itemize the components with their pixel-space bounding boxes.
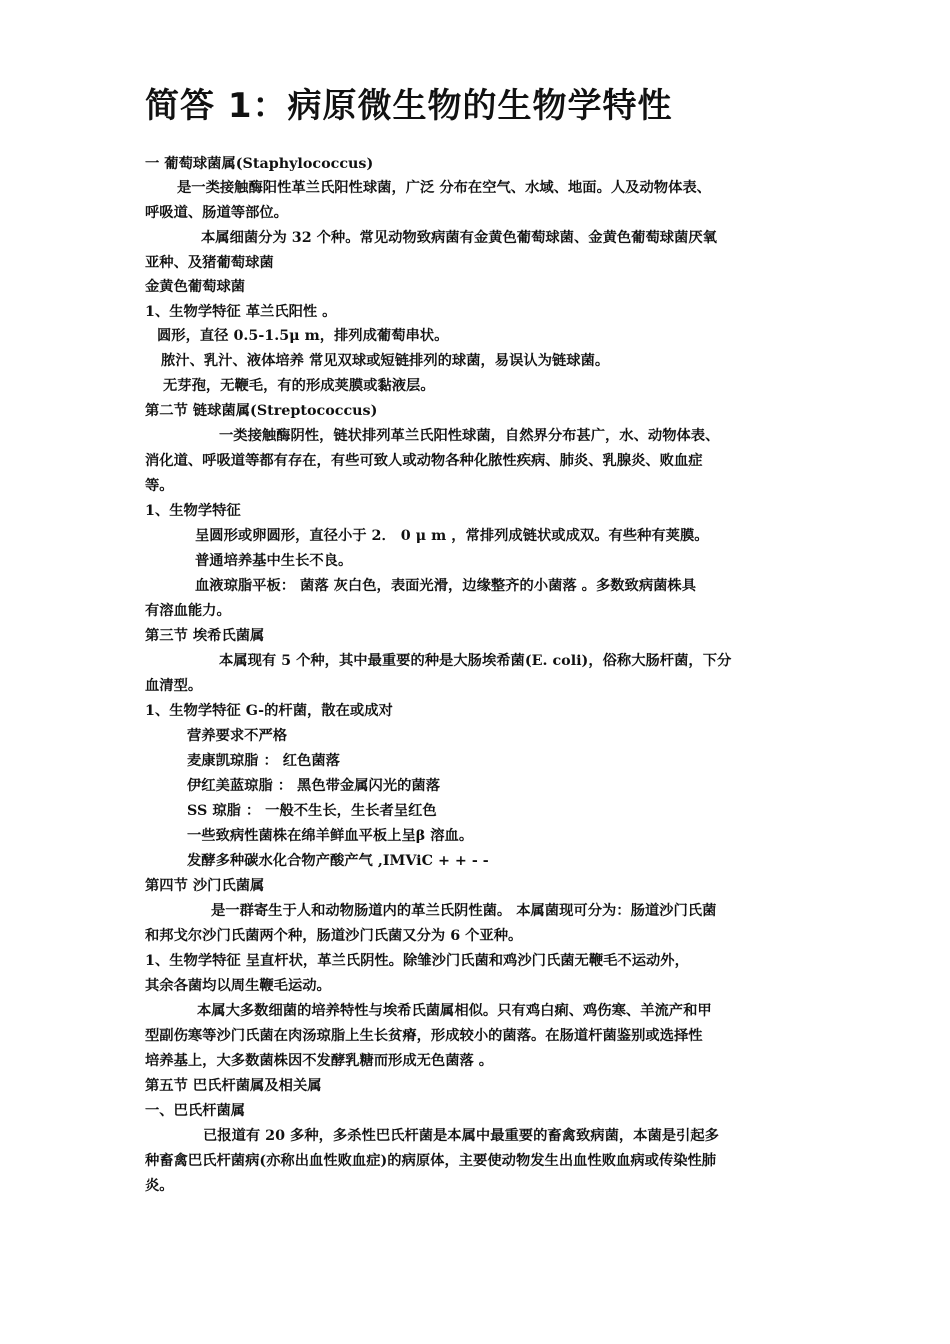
paragraph-line: 普通培养基中生长不良。 <box>195 553 353 569</box>
paragraph-line: 本属大多数细菌的培养特性与埃希氏菌属相似。只有鸡白痢、鸡伤寒、羊流产和甲 <box>197 1003 712 1019</box>
paragraph-line: 炎。 <box>145 1178 174 1194</box>
paragraph-line: 血清型。 <box>145 678 203 694</box>
paragraph-line: 种畜禽巴氏杆菌病(亦称出血性败血症)的病原体，主要使动物发生出血性败血病或传染性肺 <box>145 1153 717 1169</box>
subsection-heading: 1、生物学特征 革兰氏阳性 。 <box>145 304 337 320</box>
paragraph-line: 一类接触酶阴性，链状排列革兰氏阳性球菌，自然界分布甚广，水、动物体表、 <box>219 428 720 444</box>
paragraph-line: 发酵多种碳水化合物产酸产气 ,IMViC + + - - <box>187 853 489 869</box>
subsection-heading: 一、巴氏杆菌属 <box>145 1103 246 1119</box>
paragraph-line: 圆形，直径 0.5-1.5μ m，排列成葡萄串状。 <box>157 328 449 344</box>
paragraph-line: 呼吸道、肠道等部位。 <box>145 205 288 221</box>
paragraph-line: 血液琼脂平板： 菌落 灰白色，表面光滑，边缘整齐的小菌落 。多数致病菌株具 <box>195 578 697 594</box>
paragraph-line: 无芽孢，无鞭毛，有的形成荚膜或黏液层。 <box>163 378 435 394</box>
paragraph-line: 消化道、呼吸道等都有存在，有些可致人或动物各种化脓性疾病、肺炎、乳腺炎、败血症 <box>145 453 703 469</box>
subsection-heading: 1、生物学特征 呈直杆状，革兰氏阴性。除雏沙门氏菌和鸡沙门氏菌无鞭毛不运动外， <box>145 953 689 969</box>
subsection-heading: 金黄色葡萄球菌 <box>145 279 246 295</box>
paragraph-line: 培养基上，大多数菌株因不发酵乳糖而形成无色菌落 。 <box>145 1053 494 1069</box>
paragraph-line: 一些致病性菌株在绵羊鲜血平板上呈β 溶血。 <box>187 828 474 844</box>
paragraph-line: 呈圆形或卵圆形，直径小于 2． 0 μ m ，常排列成链状或成双。有些种有荚膜。 <box>195 528 709 544</box>
paragraph-line: 是一群寄生于人和动物肠道内的革兰氏阴性菌。 本属菌现可分为：肠道沙门氏菌 <box>211 903 717 919</box>
paragraph-line: 等。 <box>145 478 174 494</box>
subsection-heading: 1、生物学特征 <box>145 503 241 519</box>
section-heading: 第四节 沙门氏菌属 <box>145 878 265 894</box>
paragraph-line: 脓汁、乳汁、液体培养 常见双球或短链排列的球菌，易误认为链球菌。 <box>161 353 610 369</box>
section-heading: 第二节 链球菌属(Streptococcus) <box>145 403 378 419</box>
paragraph-line: 麦康凯琼脂 ： 红色菌落 <box>187 753 340 769</box>
paragraph-line: 有溶血能力。 <box>145 603 231 619</box>
paragraph-line: 本属细菌分为 32 个种。常见动物致病菌有金黄色葡萄球菌、金黄色葡萄球菌厌氧 <box>201 230 717 246</box>
page-title: 简答 1：病原微生物的生物学特性 <box>145 86 673 126</box>
paragraph-line: 和邦戈尔沙门氏菌两个种，肠道沙门氏菌又分为 6 个亚种。 <box>145 928 523 944</box>
paragraph-line: 亚种、及猪葡萄球菌 <box>145 255 274 271</box>
paragraph-line: SS 琼脂 ： 一般不生长，生长者呈红色 <box>187 803 437 819</box>
subsection-heading: 1、生物学特征 G-的杆菌，散在或成对 <box>145 703 393 719</box>
paragraph-line: 其余各菌均以周生鞭毛运动。 <box>145 978 331 994</box>
paragraph-line: 伊红美蓝琼脂 ： 黑色带金属闪光的菌落 <box>187 778 440 794</box>
section-heading: 一 葡萄球菌属(Staphylococcus) <box>145 156 374 172</box>
paragraph-line: 营养要求不严格 <box>187 728 288 744</box>
paragraph-line: 是一类接触酶阳性革兰氏阳性球菌，广泛 分布在空气、水域、地面。人及动物体表、 <box>177 180 711 196</box>
paragraph-line: 本属现有 5 个种，其中最重要的种是大肠埃希菌(E. coli)，俗称大肠杆菌，下分 <box>219 653 732 669</box>
paragraph-line: 型副伤寒等沙门氏菌在肉汤琼脂上生长贫瘠，形成较小的菌落。在肠道杆菌鉴别或选择性 <box>145 1028 703 1044</box>
section-heading: 第五节 巴氏杆菌属及相关属 <box>145 1078 322 1094</box>
paragraph-line: 已报道有 20 多种，多杀性巴氏杆菌是本属中最重要的畜禽致病菌，本菌是引起多 <box>203 1128 719 1144</box>
section-heading: 第三节 埃希氏菌属 <box>145 628 265 644</box>
